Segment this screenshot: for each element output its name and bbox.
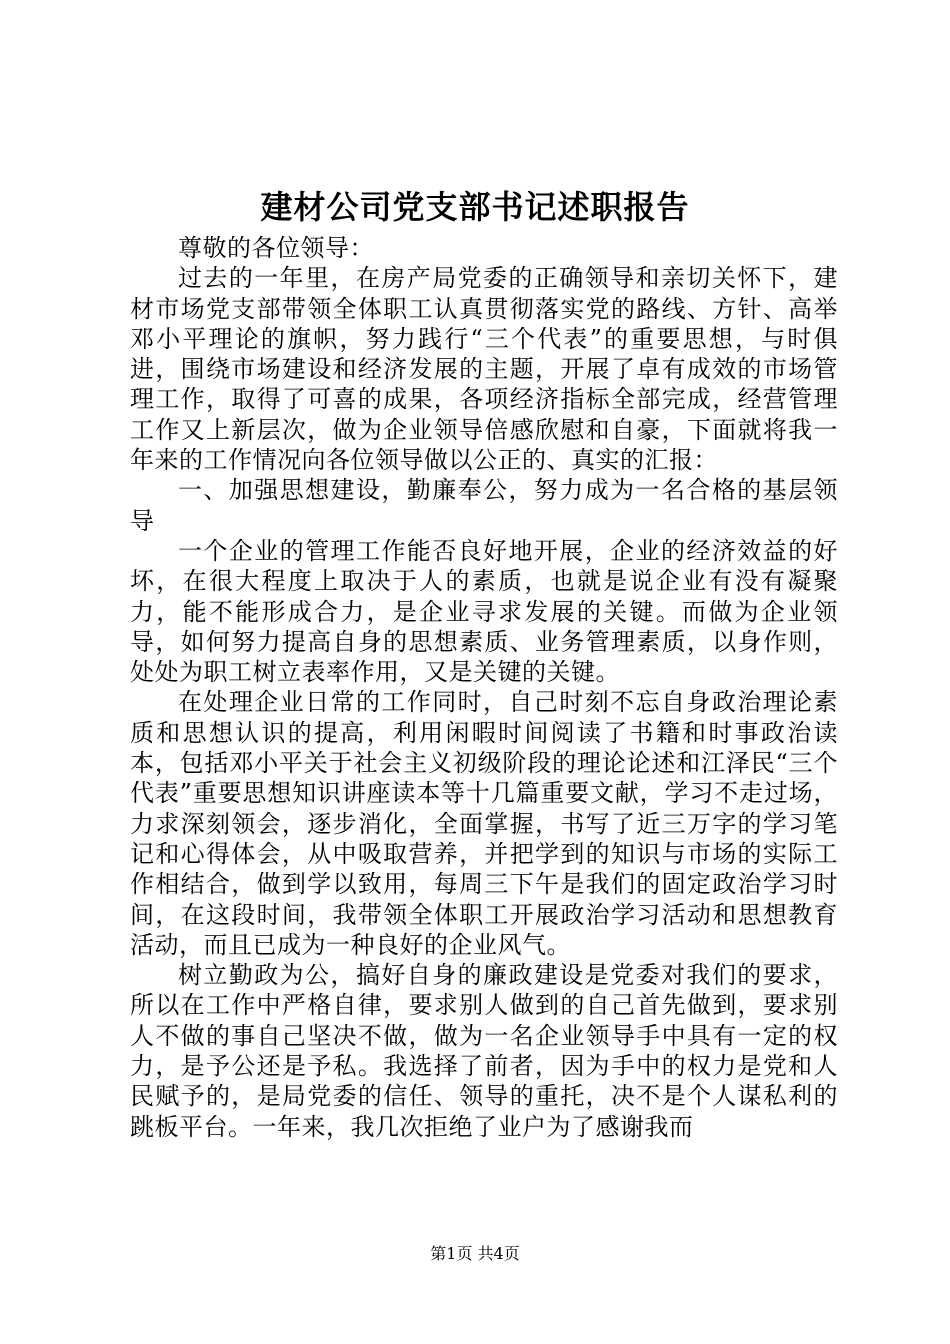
section-heading: 一、加强思想建设，勤廉奉公，努力成为一名合格的基层领导 [130,476,838,535]
page-footer: 第1页 共4页 [430,1244,520,1263]
document-title: 建材公司党支部书记述职报告 [260,188,690,226]
document-body [130,233,838,1142]
body-paragraph: 在处理企业日常的工作同时，自己时刻不忘自身政治理论素质和思想认识的提高，利用闲暇时间阅读了书籍和时事政治读本，包括邓小平关于社会主义初级阶段的理论论述和江泽民“三个代表”重要思想知识讲座读本等十几篇重要文献，学习不走过场，力求深刻领会，逐步消化，全面掌握，书写了近三万字的学习笔记和心得体会，从中吸取营养，并把学到的知识与市场的实际工作相结合，做到学以致用，每周三下午是我们的固定政治学习时间，在这段时间，我带领全体职工开展政治学习活动和思想教育活动，而且已成为一种良好的企业风气。 [130,688,838,959]
body-paragraph: 树立勤政为公，搞好自身的廉政建设是党委对我们的要求，所以在工作中严格自律，要求别人做到的自己首先做到，要求别人不做的事自己坚决不做，做为一名企业领导手中具有一定的权力，是予公还是予私。我选择了前者，因为手中的权力是党和人民赋予的，是局党委的信任、领导的重托，决不是个人谋私利的跳板平台。一年来，我几次拒绝了业户为了感谢我而 [130,961,838,1141]
body-paragraph: 过去的一年里，在房产局党委的正确领导和亲切关怀下，建材市场党支部带领全体职工认真贯彻落实党的路线、方针、高举邓小平理论的旗帜，努力践行“三个代表”的重要思想，与时俱进，围绕市场建设和经济发展的主题，开展了卓有成效的市场管理工作，取得了可喜的成果，各项经济指标全部完成，经营管理工作又上新层次，做为企业领导倍感欣慰和自豪，下面就将我一年来的工作情况向各位领导做以公正的、真实的汇报： [130,264,838,475]
body-paragraph: 一个企业的管理工作能否良好地开展，企业的经济效益的好坏，在很大程度上取决于人的素质，也就是说企业有没有凝聚力，能不能形成合力，是企业寻求发展的关键。而做为企业领导，如何努力提高自身的思想素质、业务管理素质，以身作则，处处为职工树立表率作用，又是关键的关键。 [130,536,838,687]
salutation: 尊敬的各位领导： [178,234,374,262]
